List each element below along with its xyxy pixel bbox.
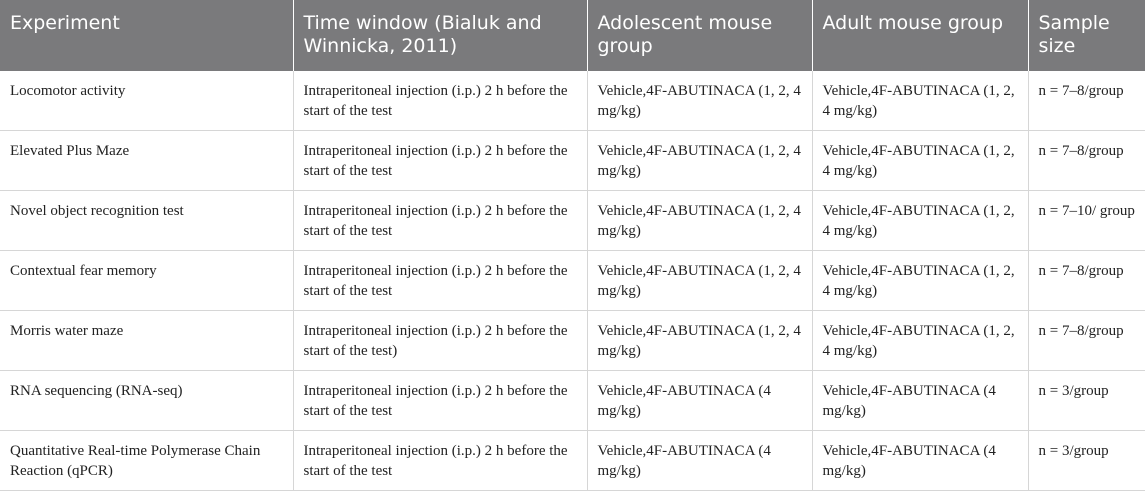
- table-row: [0, 191, 1145, 251]
- table-header: [0, 0, 1145, 71]
- cell-adult-group: Vehicle,4F-ABUTINACA (1, 2, 4 mg/kg): [812, 311, 1028, 371]
- table-row: [0, 431, 1145, 491]
- cell-adolescent-group: Vehicle,4F-ABUTINACA (1, 2, 4 mg/kg): [587, 71, 812, 131]
- cell-adult-group: Vehicle,4F-ABUTINACA (1, 2, 4 mg/kg): [812, 191, 1028, 251]
- table-row: [0, 311, 1145, 371]
- cell-time-window: Intraperitoneal injection (i.p.) 2 h before the start of the test: [293, 371, 587, 431]
- cell-adult-group: Vehicle,4F-ABUTINACA (1, 2, 4 mg/kg): [812, 71, 1028, 131]
- header-row: [0, 0, 1145, 71]
- cell-sample-size: n = 7–8/group: [1028, 131, 1145, 191]
- cell-adult-group: Vehicle,4F-ABUTINACA (1, 2, 4 mg/kg): [812, 251, 1028, 311]
- table-row: [0, 131, 1145, 191]
- cell-sample-size: n = 7–8/group: [1028, 311, 1145, 371]
- cell-experiment: Morris water maze: [0, 311, 293, 371]
- cell-adult-group: Vehicle,4F-ABUTINACA (4 mg/kg): [812, 431, 1028, 491]
- cell-adolescent-group: Vehicle,4F-ABUTINACA (1, 2, 4 mg/kg): [587, 191, 812, 251]
- table-body: [0, 71, 1145, 491]
- cell-sample-size: n = 7–8/group: [1028, 71, 1145, 131]
- cell-adolescent-group: Vehicle,4F-ABUTINACA (4 mg/kg): [587, 431, 812, 491]
- cell-sample-size: n = 7–8/group: [1028, 251, 1145, 311]
- cell-adolescent-group: Vehicle,4F-ABUTINACA (1, 2, 4 mg/kg): [587, 251, 812, 311]
- cell-experiment: Elevated Plus Maze: [0, 131, 293, 191]
- header-time-window: Time window (Bialuk and Winnicka, 2011): [293, 0, 587, 71]
- cell-sample-size: n = 3/group: [1028, 431, 1145, 491]
- cell-adult-group: Vehicle,4F-ABUTINACA (4 mg/kg): [812, 371, 1028, 431]
- cell-experiment: Quantitative Real-time Polymerase Chain Reaction (qPCR): [0, 431, 293, 491]
- header-experiment: Experiment: [0, 0, 293, 71]
- cell-time-window: Intraperitoneal injection (i.p.) 2 h before the start of the test: [293, 131, 587, 191]
- cell-experiment: Contextual fear memory: [0, 251, 293, 311]
- cell-adolescent-group: Vehicle,4F-ABUTINACA (1, 2, 4 mg/kg): [587, 131, 812, 191]
- cell-experiment: RNA sequencing (RNA-seq): [0, 371, 293, 431]
- cell-experiment: Novel object recognition test: [0, 191, 293, 251]
- table-row: [0, 71, 1145, 131]
- cell-sample-size: n = 3/group: [1028, 371, 1145, 431]
- cell-time-window: Intraperitoneal injection (i.p.) 2 h before the start of the test: [293, 251, 587, 311]
- cell-sample-size: n = 7–10/ group: [1028, 191, 1145, 251]
- cell-adolescent-group: Vehicle,4F-ABUTINACA (4 mg/kg): [587, 371, 812, 431]
- cell-time-window: Intraperitoneal injection (i.p.) 2 h before the start of the test: [293, 71, 587, 131]
- table-row: [0, 371, 1145, 431]
- cell-time-window: Intraperitoneal injection (i.p.) 2 h before the start of the test: [293, 191, 587, 251]
- cell-time-window: Intraperitoneal injection (i.p.) 2 h before the start of the test): [293, 311, 587, 371]
- cell-adolescent-group: Vehicle,4F-ABUTINACA (1, 2, 4 mg/kg): [587, 311, 812, 371]
- cell-experiment: Locomotor activity: [0, 71, 293, 131]
- header-adult-group: Adult mouse group: [812, 0, 1028, 71]
- table-row: [0, 251, 1145, 311]
- cell-time-window: Intraperitoneal injection (i.p.) 2 h before the start of the test: [293, 431, 587, 491]
- header-adolescent-group: Adolescent mouse group: [587, 0, 812, 71]
- cell-adult-group: Vehicle,4F-ABUTINACA (1, 2, 4 mg/kg): [812, 131, 1028, 191]
- header-sample-size: Sample size: [1028, 0, 1145, 71]
